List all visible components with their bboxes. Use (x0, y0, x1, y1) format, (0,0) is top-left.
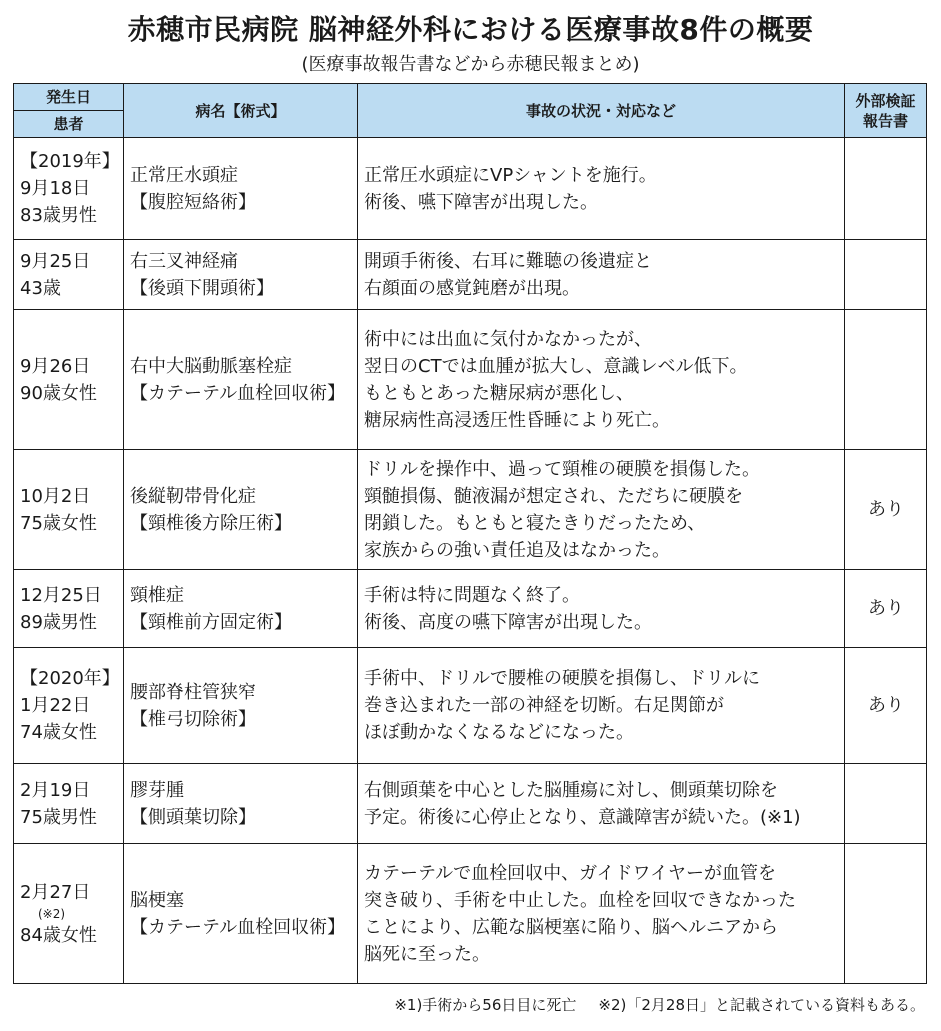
footnotes (394, 994, 925, 1015)
table-row (14, 570, 927, 648)
patient-value: 74歳女性 (20, 722, 97, 743)
external-report-cell (845, 844, 927, 984)
situation-line: 脳死に至った。 (364, 943, 490, 965)
footnote-2: ※2)「2月28日」と記載されている資料もある。 (598, 996, 925, 1014)
disease-cell (124, 240, 358, 310)
date-patient-cell (14, 310, 124, 450)
page-title: 赤穂市民病院 脳神経外科における医療事故8件の概要 (127, 13, 814, 46)
table-row (14, 844, 927, 984)
procedure-name: 【カテーテル血栓回収術】 (130, 382, 346, 404)
date-value: 9月25日 (20, 250, 91, 272)
date-patient-cell (14, 138, 124, 240)
disease-cell (124, 648, 358, 764)
external-report-cell: あり (845, 648, 927, 764)
header-patient: 患者 (53, 115, 84, 133)
situation-line: 手術中、ドリルで腰椎の硬膜を損傷し、ドリルに (364, 668, 760, 689)
procedure-name: 【側頭葉切除】 (130, 806, 256, 828)
incident-table (13, 83, 927, 984)
page-subtitle: (医療事故報告書などから赤穂民報まとめ) (301, 54, 640, 75)
situation-cell (358, 138, 845, 240)
year-label: 【2019年】 (20, 151, 120, 172)
date-value: 10月2日 (20, 485, 91, 507)
situation-line: ほぼ動かなくなるなどになった。 (364, 722, 634, 743)
table-row (14, 450, 927, 570)
date-value: 9月26日 (20, 355, 91, 377)
patient-value: 90歳女性 (20, 382, 97, 404)
procedure-name: 【椎弓切除術】 (130, 708, 256, 730)
situation-line: 右側頭葉を中心とした脳腫瘍に対し、側頭葉切除を (364, 779, 778, 801)
situation-line: 頸髄損傷、髄液漏が想定され、ただちに硬膜を (364, 485, 744, 507)
header-disease: 病名【術式】 (124, 84, 358, 138)
table-row (14, 240, 927, 310)
date-value: 2月19日 (20, 779, 91, 801)
header-external-line2: 報告書 (862, 111, 908, 130)
situation-line: ドリルを操作中、過って頸椎の硬膜を損傷した。 (364, 458, 760, 480)
table-row (14, 138, 927, 240)
table-row (14, 764, 927, 844)
situation-line: 手術は特に問題なく終了。 (364, 584, 580, 606)
date-patient-cell (14, 570, 124, 648)
date-patient-cell (14, 240, 124, 310)
disease-name: 正常圧水頭症 (130, 164, 238, 186)
disease-name: 右三叉神経痛 (130, 250, 238, 272)
situation-line: 術中には出血に気付かなかったが、 (364, 328, 652, 350)
situation-cell (358, 570, 845, 648)
situation-line: 巻き込まれた一部の神経を切断。右足関節が (364, 695, 724, 716)
situation-line: ことにより、広範な脳梗塞に陥り、脳ヘルニアから (364, 916, 778, 938)
patient-value: 83歳男性 (20, 205, 97, 226)
disease-cell (124, 138, 358, 240)
situation-line: カテーテルで血栓回収中、ガイドワイヤーが血管を (364, 862, 777, 884)
footnote-1: ※1)手術から56日目に死亡 (394, 996, 577, 1014)
situation-line: 予定。術後に心停止となり、意識障害が続いた。(※1) (364, 806, 801, 828)
header-date: 発生日 (14, 84, 123, 111)
disease-cell (124, 844, 358, 984)
disease-cell (124, 764, 358, 844)
external-report-cell (845, 764, 927, 844)
disease-name: 頸椎症 (130, 584, 184, 606)
patient-value: 75歳男性 (20, 806, 97, 828)
situation-line: 閉鎖した。もともと寝たきりだったため、 (364, 512, 706, 534)
situation-line: 家族からの強い責任追及はなかった。 (364, 539, 670, 561)
situation-line: 正常圧水頭症にVPシャントを施行。 (364, 164, 657, 186)
date-value: 9月18日 (20, 178, 91, 199)
disease-name: 右中大脳動脈塞栓症 (130, 355, 292, 377)
date-value: 1月22日 (20, 695, 91, 716)
situation-line: 糖尿病性高浸透圧性昏睡により死亡。 (364, 409, 670, 431)
external-report-cell: あり (845, 570, 927, 648)
situation-cell (358, 648, 845, 764)
patient-value: 89歳男性 (20, 611, 97, 633)
disease-cell (124, 570, 358, 648)
procedure-name: 【頸椎前方固定術】 (130, 611, 292, 633)
date-value: 2月27日 (20, 881, 91, 903)
external-report-cell: あり (845, 450, 927, 570)
patient-value: 75歳女性 (20, 512, 97, 534)
date-patient-cell (14, 648, 124, 764)
situation-line: 翌日のCTでは血腫が拡大し、意識レベル低下。 (364, 355, 748, 377)
patient-value: 84歳女性 (20, 924, 97, 946)
date-patient-cell (14, 764, 124, 844)
disease-name: 後縦靭帯骨化症 (130, 485, 256, 507)
date-note: (※2) (38, 906, 66, 921)
situation-cell (358, 310, 845, 450)
patient-value: 43歳 (20, 277, 61, 299)
disease-name: 腰部脊柱管狭窄 (130, 681, 256, 703)
situation-cell (358, 240, 845, 310)
table-row (14, 648, 927, 764)
situation-line: 右顔面の感覚鈍磨が出現。 (364, 277, 580, 299)
year-label: 【2020年】 (20, 668, 120, 689)
header-external (845, 84, 927, 138)
header-date-patient (14, 84, 124, 138)
external-report-cell (845, 138, 927, 240)
disease-name: 膠芽腫 (130, 779, 184, 801)
header-situation: 事故の状況・対応など (358, 84, 845, 138)
date-value: 12月25日 (20, 584, 102, 606)
disease-cell (124, 450, 358, 570)
disease-name: 脳梗塞 (130, 889, 184, 911)
date-patient-cell (14, 844, 124, 984)
date-patient-cell (14, 450, 124, 570)
situation-cell (358, 764, 845, 844)
disease-cell (124, 310, 358, 450)
procedure-name: 【腹腔短絡術】 (130, 191, 256, 213)
situation-cell (358, 450, 845, 570)
situation-line: 術後、嚥下障害が出現した。 (364, 191, 598, 213)
table-row (14, 310, 927, 450)
situation-line: 術後、高度の嚥下障害が出現した。 (364, 611, 652, 633)
situation-line: 開頭手術後、右耳に難聴の後遺症と (364, 250, 652, 272)
external-report-cell (845, 240, 927, 310)
procedure-name: 【カテーテル血栓回収術】 (130, 916, 346, 938)
header-external-line1: 外部検証 (855, 91, 916, 110)
external-report-cell (845, 310, 927, 450)
procedure-name: 【頸椎後方除圧術】 (130, 512, 292, 534)
situation-line: 突き破り、手術を中止した。血栓を回収できなかった (364, 889, 796, 911)
situation-line: もともとあった糖尿病が悪化し、 (364, 382, 634, 404)
situation-cell (358, 844, 845, 984)
procedure-name: 【後頭下開頭術】 (130, 277, 274, 299)
